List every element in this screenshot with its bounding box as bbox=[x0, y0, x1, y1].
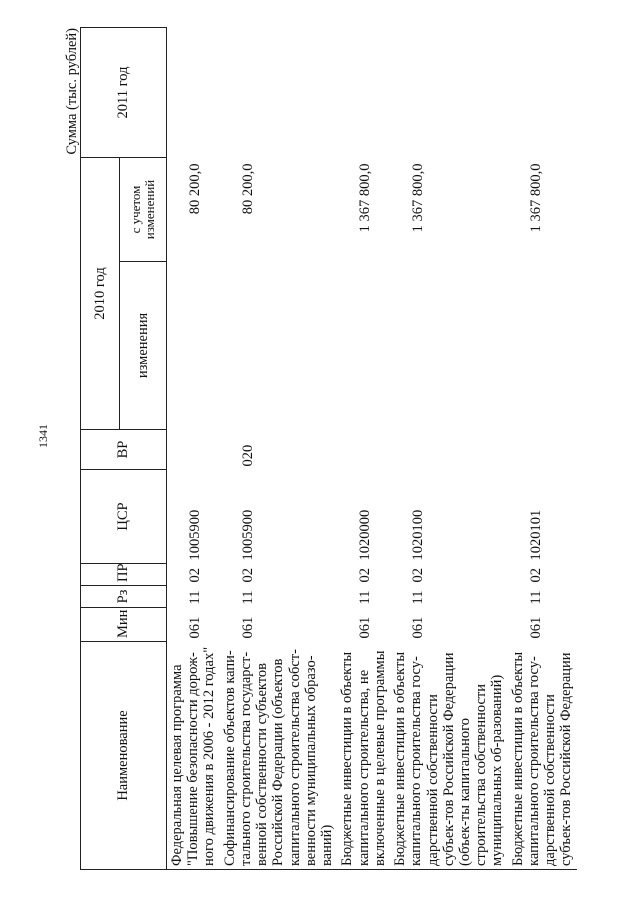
row-vr bbox=[390, 430, 508, 470]
page-number: 1341 bbox=[36, 424, 50, 448]
row-pr: 02 bbox=[187, 568, 203, 583]
header-min: Мин bbox=[81, 608, 167, 642]
row-pr: 02 bbox=[410, 568, 427, 583]
header-year-2010: 2010 год bbox=[81, 157, 120, 429]
row-rz: 11 bbox=[357, 590, 374, 605]
row-pr: 02 bbox=[357, 568, 374, 583]
header-name: Наименование bbox=[81, 642, 167, 870]
units-caption: Сумма (тыс. рублей) bbox=[64, 28, 80, 155]
row-min: 061 bbox=[527, 616, 544, 639]
table-row bbox=[220, 27, 338, 869]
row-vr bbox=[508, 430, 577, 470]
table-row bbox=[337, 27, 390, 869]
header-pr: ПР bbox=[81, 564, 167, 586]
row-changes bbox=[390, 262, 508, 430]
row-csr: 1020000 bbox=[357, 509, 374, 561]
row-min: 061 bbox=[410, 616, 427, 639]
header-rz: Рз bbox=[81, 586, 167, 608]
row-min: 061 bbox=[187, 616, 203, 639]
row-rz: 11 bbox=[410, 590, 427, 605]
row-name: Федеральная целевая программа "Повышение безопасности дорож-ного движения в 2006 - 2012 годах" bbox=[167, 642, 220, 870]
table-row bbox=[508, 27, 577, 869]
row-rz: 11 bbox=[527, 590, 544, 605]
row-rz: 11 bbox=[187, 590, 203, 605]
row-min: 061 bbox=[357, 616, 374, 639]
row-with-changes: 1 367 800,0 bbox=[410, 163, 427, 233]
row-changes bbox=[337, 262, 390, 430]
row-csr: 1005900 bbox=[187, 509, 203, 561]
row-pr: 02 bbox=[527, 568, 544, 583]
row-changes bbox=[508, 262, 577, 430]
row-min: 061 bbox=[239, 616, 256, 639]
row-changes bbox=[220, 262, 338, 430]
row-with-changes: 80 200,0 bbox=[187, 163, 203, 215]
row-with-changes: 80 200,0 bbox=[239, 163, 256, 215]
row-csr: 1020100 bbox=[410, 509, 427, 561]
row-2011 bbox=[220, 27, 338, 157]
row-name: Бюджетные инвестиции в объекты капитального строительства, не включенные в целевые программы bbox=[337, 642, 390, 870]
row-vr: 020 bbox=[239, 444, 256, 467]
header-with-changes: с учетом изменений bbox=[120, 157, 167, 261]
header-changes: изменения bbox=[120, 262, 167, 430]
table-row bbox=[167, 27, 220, 869]
row-with-changes: 1 367 800,0 bbox=[357, 163, 374, 233]
row-2011 bbox=[390, 27, 508, 157]
row-pr: 02 bbox=[239, 568, 256, 583]
row-vr bbox=[337, 430, 390, 470]
row-name: Бюджетные инвестиции в объекты капитального строительства госу-дарственной собственности субъек-тов Российской Федерации bbox=[508, 642, 577, 870]
row-csr: 1005900 bbox=[239, 509, 256, 561]
row-csr: 1020101 bbox=[527, 509, 544, 561]
header-year-2011: 2011 год bbox=[81, 27, 167, 157]
budget-table bbox=[80, 27, 577, 870]
row-with-changes: 1 367 800,0 bbox=[527, 163, 544, 233]
row-2011 bbox=[167, 27, 220, 157]
row-vr bbox=[167, 430, 220, 470]
row-name: Софинансирование объектов капи-тального строительства государст-венной собственности субъектов Российской Федерации (объектов капитального строительства собст-венности муниципальных образо-ваний) bbox=[220, 642, 338, 870]
table-row bbox=[390, 27, 508, 869]
header-csr: ЦСР bbox=[81, 470, 167, 564]
row-rz: 11 bbox=[239, 590, 256, 605]
row-changes bbox=[167, 262, 220, 430]
header-vr: ВР bbox=[81, 430, 167, 470]
row-name: Бюджетные инвестиции в объекты капитального строительства госу-дарственной собственности субъек-тов Российской Федерации (объек-ты капитального строительства собственности муниципальных об-разований) bbox=[390, 642, 508, 870]
row-2011 bbox=[508, 27, 577, 157]
row-2011 bbox=[337, 27, 390, 157]
